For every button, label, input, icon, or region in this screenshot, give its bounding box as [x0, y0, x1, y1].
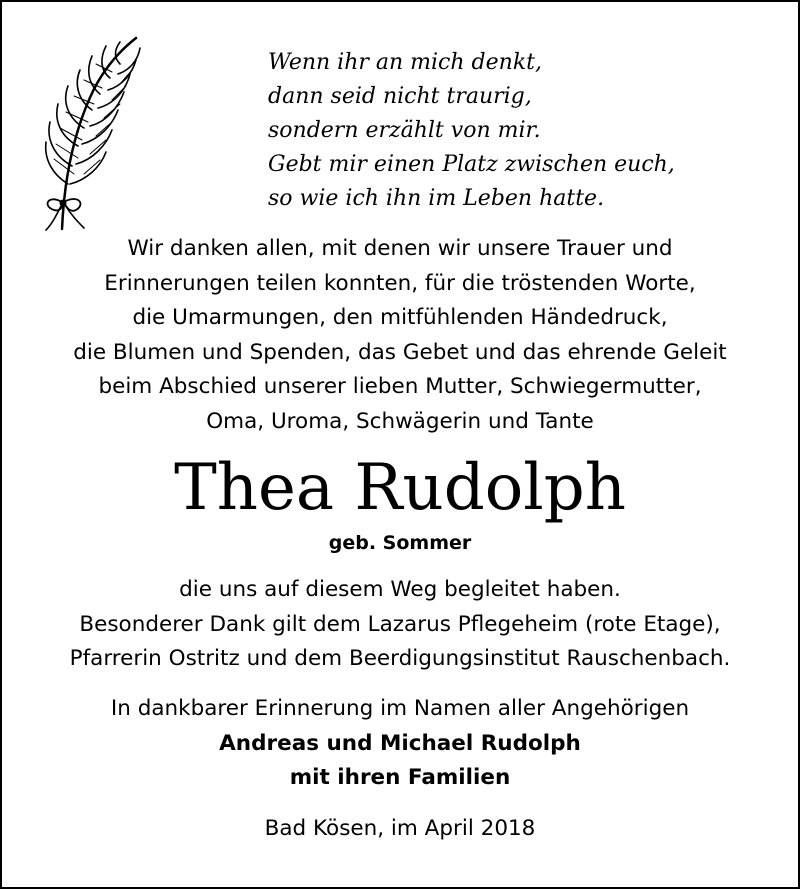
support-line: die uns auf diesem Weg begleitet haben. — [179, 577, 621, 602]
poem-line: Wenn ihr an mich denkt, — [268, 50, 542, 75]
closing-section — [0, 692, 800, 796]
family-suffix: mit ihren Familien — [289, 765, 511, 790]
thanks-line: die Blumen und Spenden, das Gebet und das ehrende Geleit — [73, 339, 727, 365]
support-paragraph — [0, 573, 800, 677]
thanks-line: die Umarmungen, den mitfühlenden Händedruck, — [132, 305, 668, 330]
deceased-name: Thea Rudolph — [174, 451, 626, 525]
closing-intro: In dankbarer Erinnerung im Namen aller Angehörigen — [110, 696, 690, 721]
poem-line: so wie ich ihn im Leben hatte. — [268, 186, 605, 211]
feather-icon — [34, 34, 144, 234]
place-date: Bad Kösen, im April 2018 — [264, 816, 536, 841]
support-line: Besonderer Dank gilt dem Lazarus Pflegeheim (rote Etage), — [79, 611, 721, 637]
thanks-line: beim Abschied unserer lieben Mutter, Schwiegermutter, — [98, 374, 702, 399]
thanks-line: Oma, Uroma, Schwägerin und Tante — [206, 408, 594, 434]
poem-line: sondern erzählt von mir. — [268, 118, 541, 143]
poem-line: dann seid nicht traurig, — [268, 84, 532, 109]
poem-line: Gebt mir einen Platz zwischen euch, — [268, 152, 675, 177]
thanks-line: Wir danken allen, mit denen wir unsere Trauer und — [127, 236, 673, 261]
birth-name: geb. Sommer — [328, 532, 472, 554]
thanks-line: Erinnerungen teilen konnten, für die tröstenden Worte, — [104, 270, 696, 296]
memorial-poem — [268, 46, 768, 216]
thanks-paragraph — [0, 232, 800, 439]
support-line: Pfarrerin Ostritz und dem Beerdigungsinstitut Rauschenbach. — [69, 646, 731, 671]
family-names: Andreas und Michael Rudolph — [219, 730, 581, 756]
